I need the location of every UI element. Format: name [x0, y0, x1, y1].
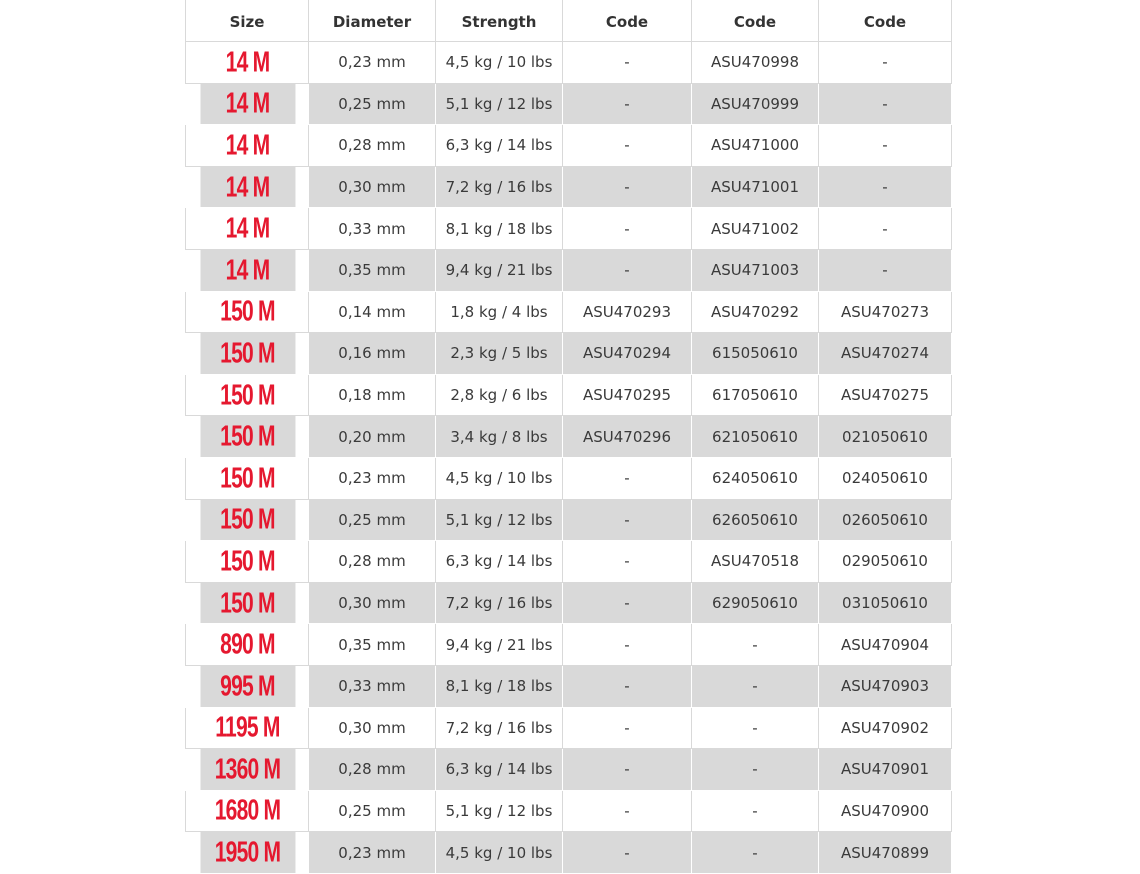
size-label: 1950 M — [214, 836, 280, 868]
size-cell — [199, 624, 295, 666]
code-1-cell: - — [563, 707, 692, 749]
code-2-cell: ASU470998 — [692, 42, 819, 84]
code-1-cell: - — [563, 457, 692, 499]
code-3-cell: - — [819, 42, 952, 84]
diameter-cell: 0,33 mm — [309, 208, 436, 250]
size-label: 14 M — [225, 253, 269, 286]
code-3-cell: - — [819, 249, 952, 291]
code-2-cell: ASU471001 — [692, 166, 819, 208]
code-3-cell: ASU470903 — [819, 665, 952, 707]
strength-cell: 4,5 kg / 10 lbs — [436, 457, 563, 499]
strength-cell: 7,2 kg / 16 lbs — [436, 707, 563, 749]
diameter-cell: 0,23 mm — [309, 457, 436, 499]
size-label: 14 M — [225, 87, 269, 120]
strength-cell: 6,3 kg / 14 lbs — [436, 749, 563, 791]
size-cell — [199, 832, 295, 874]
strength-cell: 6,3 kg / 14 lbs — [436, 125, 563, 167]
strength-cell: 2,8 kg / 6 lbs — [436, 374, 563, 416]
table-row — [186, 333, 952, 375]
code-1-cell: ASU470295 — [563, 374, 692, 416]
code-3-cell: ASU470902 — [819, 707, 952, 749]
code-1-cell: - — [563, 665, 692, 707]
code-1-cell: - — [563, 749, 692, 791]
header-diameter: Diameter — [309, 0, 436, 42]
size-cell — [199, 249, 295, 291]
size-cell — [199, 42, 295, 84]
code-3-cell: ASU470899 — [819, 832, 952, 874]
code-1-cell: - — [563, 166, 692, 208]
diameter-cell: 0,16 mm — [309, 333, 436, 375]
code-3-cell: - — [819, 83, 952, 125]
diameter-cell: 0,30 mm — [309, 166, 436, 208]
code-3-cell: ASU470904 — [819, 624, 952, 666]
diameter-cell: 0,30 mm — [309, 582, 436, 624]
table-header — [186, 0, 952, 42]
size-cell — [199, 416, 295, 458]
product-spec-table-container — [185, 0, 951, 874]
size-cell — [199, 790, 295, 832]
table-row — [186, 291, 952, 333]
size-label: 150 M — [219, 295, 275, 328]
code-1-cell: - — [563, 832, 692, 874]
size-cell — [199, 541, 295, 583]
diameter-cell: 0,25 mm — [309, 499, 436, 541]
code-1-cell: - — [563, 541, 692, 583]
size-label: 890 M — [219, 628, 275, 660]
table-row — [186, 166, 952, 208]
size-label: 150 M — [219, 378, 275, 411]
size-cell — [199, 166, 295, 208]
table-row — [186, 125, 952, 167]
code-2-cell: 615050610 — [692, 333, 819, 375]
diameter-cell: 0,30 mm — [309, 707, 436, 749]
code-2-cell: ASU471003 — [692, 249, 819, 291]
table-row — [186, 208, 952, 250]
size-cell — [199, 125, 295, 167]
code-1-cell: ASU470296 — [563, 416, 692, 458]
header-code-1: Code — [563, 0, 692, 42]
diameter-cell: 0,25 mm — [309, 83, 436, 125]
code-3-cell: - — [819, 166, 952, 208]
size-label: 14 M — [225, 46, 269, 78]
size-label: 150 M — [219, 337, 275, 369]
code-1-cell: - — [563, 624, 692, 666]
strength-cell: 5,1 kg / 12 lbs — [436, 83, 563, 125]
header-strength: Strength — [436, 0, 563, 42]
table-row — [186, 416, 952, 458]
size-cell — [199, 333, 295, 375]
size-cell — [199, 707, 295, 749]
code-3-cell: 026050610 — [819, 499, 952, 541]
code-1-cell: - — [563, 790, 692, 832]
code-2-cell: - — [692, 749, 819, 791]
code-3-cell: ASU470900 — [819, 790, 952, 832]
header-row — [186, 0, 952, 42]
code-3-cell: 024050610 — [819, 457, 952, 499]
table-row — [186, 582, 952, 624]
diameter-cell: 0,20 mm — [309, 416, 436, 458]
code-1-cell: ASU470294 — [563, 333, 692, 375]
table-row — [186, 790, 952, 832]
strength-cell: 1,8 kg / 4 lbs — [436, 291, 563, 333]
table-row — [186, 541, 952, 583]
strength-cell: 8,1 kg / 18 lbs — [436, 665, 563, 707]
code-1-cell: - — [563, 249, 692, 291]
code-2-cell: 617050610 — [692, 374, 819, 416]
code-2-cell: 629050610 — [692, 582, 819, 624]
table-body — [186, 42, 952, 874]
code-2-cell: ASU470518 — [692, 541, 819, 583]
diameter-cell: 0,28 mm — [309, 125, 436, 167]
table-row — [186, 249, 952, 291]
strength-cell: 5,1 kg / 12 lbs — [436, 790, 563, 832]
strength-cell: 8,1 kg / 18 lbs — [436, 208, 563, 250]
code-2-cell: ASU471002 — [692, 208, 819, 250]
size-cell — [199, 208, 295, 250]
header-code-3: Code — [819, 0, 952, 42]
code-2-cell: ASU471000 — [692, 125, 819, 167]
size-label: 1195 M — [214, 711, 280, 744]
strength-cell: 7,2 kg / 16 lbs — [436, 166, 563, 208]
strength-cell: 9,4 kg / 21 lbs — [436, 624, 563, 666]
size-label: 150 M — [219, 586, 275, 619]
strength-cell: 2,3 kg / 5 lbs — [436, 333, 563, 375]
diameter-cell: 0,18 mm — [309, 374, 436, 416]
strength-cell: 6,3 kg / 14 lbs — [436, 541, 563, 583]
code-2-cell: - — [692, 832, 819, 874]
size-label: 1360 M — [214, 753, 280, 785]
code-2-cell: - — [692, 665, 819, 707]
size-label: 14 M — [225, 129, 269, 161]
diameter-cell: 0,25 mm — [309, 790, 436, 832]
code-2-cell: ASU470999 — [692, 83, 819, 125]
code-3-cell: ASU470901 — [819, 749, 952, 791]
diameter-cell: 0,33 mm — [309, 665, 436, 707]
size-label: 150 M — [219, 503, 275, 536]
strength-cell: 7,2 kg / 16 lbs — [436, 582, 563, 624]
code-1-cell: - — [563, 499, 692, 541]
size-cell — [199, 665, 295, 707]
size-label: 14 M — [225, 212, 269, 244]
code-2-cell: - — [692, 707, 819, 749]
table-row — [186, 749, 952, 791]
size-cell — [199, 582, 295, 624]
diameter-cell: 0,35 mm — [309, 624, 436, 666]
code-2-cell: 621050610 — [692, 416, 819, 458]
table-row — [186, 707, 952, 749]
code-1-cell: - — [563, 42, 692, 84]
code-2-cell: - — [692, 790, 819, 832]
code-3-cell: - — [819, 125, 952, 167]
code-2-cell: ASU470292 — [692, 291, 819, 333]
table-row — [186, 624, 952, 666]
diameter-cell: 0,23 mm — [309, 42, 436, 84]
strength-cell: 4,5 kg / 10 lbs — [436, 832, 563, 874]
code-2-cell: 624050610 — [692, 457, 819, 499]
size-label: 995 M — [219, 669, 275, 702]
strength-cell: 3,4 kg / 8 lbs — [436, 416, 563, 458]
header-code-2: Code — [692, 0, 819, 42]
table-row — [186, 42, 952, 84]
code-3-cell: ASU470274 — [819, 333, 952, 375]
strength-cell: 5,1 kg / 12 lbs — [436, 499, 563, 541]
header-size: Size — [186, 0, 309, 42]
table-row — [186, 665, 952, 707]
diameter-cell: 0,28 mm — [309, 749, 436, 791]
size-label: 150 M — [219, 420, 275, 452]
code-1-cell: - — [563, 83, 692, 125]
code-3-cell: ASU470275 — [819, 374, 952, 416]
diameter-cell: 0,23 mm — [309, 832, 436, 874]
code-3-cell: 029050610 — [819, 541, 952, 583]
code-2-cell: - — [692, 624, 819, 666]
size-label: 150 M — [219, 545, 275, 577]
code-3-cell: 021050610 — [819, 416, 952, 458]
size-cell — [199, 291, 295, 333]
code-3-cell: 031050610 — [819, 582, 952, 624]
table-row — [186, 374, 952, 416]
code-1-cell: - — [563, 208, 692, 250]
strength-cell: 9,4 kg / 21 lbs — [436, 249, 563, 291]
code-1-cell: ASU470293 — [563, 291, 692, 333]
product-spec-table — [185, 0, 952, 874]
table-row — [186, 457, 952, 499]
size-cell — [199, 83, 295, 125]
size-label: 14 M — [225, 170, 269, 203]
table-row — [186, 832, 952, 874]
diameter-cell: 0,35 mm — [309, 249, 436, 291]
table-row — [186, 83, 952, 125]
code-1-cell: - — [563, 125, 692, 167]
code-3-cell: ASU470273 — [819, 291, 952, 333]
strength-cell: 4,5 kg / 10 lbs — [436, 42, 563, 84]
table-row — [186, 499, 952, 541]
code-2-cell: 626050610 — [692, 499, 819, 541]
code-1-cell: - — [563, 582, 692, 624]
size-cell — [199, 457, 295, 499]
size-label: 1680 M — [214, 794, 280, 827]
size-label: 150 M — [219, 461, 275, 494]
code-3-cell: - — [819, 208, 952, 250]
size-cell — [199, 749, 295, 791]
size-cell — [199, 374, 295, 416]
diameter-cell: 0,14 mm — [309, 291, 436, 333]
size-cell — [199, 499, 295, 541]
diameter-cell: 0,28 mm — [309, 541, 436, 583]
